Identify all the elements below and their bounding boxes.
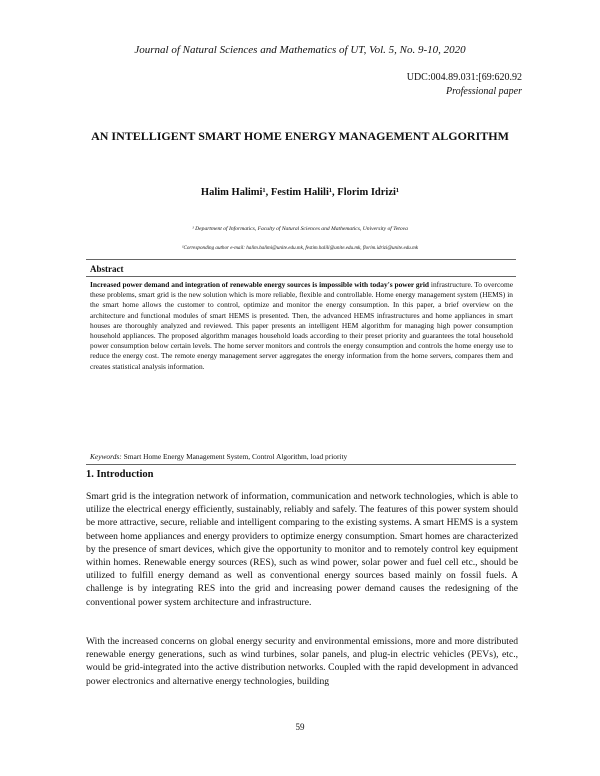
abstract-heading-divider: [86, 276, 516, 277]
intro-paragraph-1: Smart grid is the integration network of information, communication and network technologies, which is able to utilize the electrical energy efficiently, sustainably, reliably and safely. The features of this power system should be more attractive, secure, reliable and intelligent comparing to the existing systems. A smart HEMS is a system between home appliances and energy providers to optimize energy consumption. Smart homes are characterized by the presence of smart devices, which give the opportunity to monitor and to remotely control key equipment within homes. Renewable energy sources (RES), such as wind power, solar power and fuel cell etc., should be utilized to fulfill energy demand as well as conventional energy sources based mainly on fossil fuels. A challenge is by integrating RES into the grid and increasing power demand causes the redesigning of the conventional power system architecture and infrastructure.: [86, 491, 518, 608]
udc-code: UDC:004.89.031:[69:620.92: [406, 72, 522, 83]
abstract-heading: Abstract: [90, 264, 124, 274]
abstract-bold-lead: Increased power demand and integration of renewable energy sources is impossible with today's power grid: [90, 280, 430, 289]
abstract-bottom-divider: [86, 464, 516, 465]
keywords-label: Keywords:: [90, 452, 122, 461]
affiliation: ¹ Department of Informatics, Faculty of Natural Sciences and Mathematics, University of Tetova: [192, 226, 408, 232]
keywords: [90, 452, 513, 461]
author-list: Halim Halimi¹, Festim Halili¹, Florim Idrizi¹: [200, 187, 400, 198]
keywords-text: Smart Home Energy Management System, Control Algorithm, load priority: [123, 452, 348, 461]
abstract-top-divider: [86, 259, 516, 260]
page-number: 59: [295, 722, 305, 732]
paper-title: AN INTELLIGENT SMART HOME ENERGY MANAGEMENT ALGORITHM: [91, 129, 509, 143]
journal-header: Journal of Natural Sciences and Mathematics of UT, Vol. 5, No. 9-10, 2020: [134, 44, 466, 56]
abstract-body: infrastructure. To overcome these problems, smart grid is the new solution which is more reliable, flexible and controllable. Home energy management system (HEMS) in the smart home allows the customer to control, optimize and monitor the energy consumption. In this paper, a brief overview on the architecture and functional modules of smart HEMS is presented. Then, the advanced HEMS infrastructures and home appliances in smart houses are thoroughly analyzed and reviewed. This paper presents an intelligent HEM algorithm for managing high power consumption household appliances. The proposed algorithm manages household loads according to their preset priority and guarantees the total household power consumption below certain levels. The home server monitors and controls the energy consumption and controls the home energy use to reduce the energy cost. The remote energy management server aggregates the energy information from the home servers, compares them and creates statistical analysis information.: [90, 280, 513, 371]
corresponding-email: ¹Corresponding author e-mail: halim.halimi@unite.edu.mk, festim.halili@unite.edu.mk, florim.idrizi@unite.edu.mk: [181, 245, 419, 251]
section-heading-introduction: 1. Introduction: [86, 469, 154, 480]
paper-type: Professional paper: [445, 86, 522, 97]
intro-paragraph-2: With the increased concerns on global energy security and environmental emissions, more and more distributed renewable energy generations, such as wind turbines, solar panels, and plug-in electric vehicles (PEVs), etc., would be grid-integrated into the active distribution networks. Coupled with the rapid development in advanced power electronics and alternative energy technologies, building: [86, 636, 518, 687]
abstract-text: [90, 280, 513, 372]
